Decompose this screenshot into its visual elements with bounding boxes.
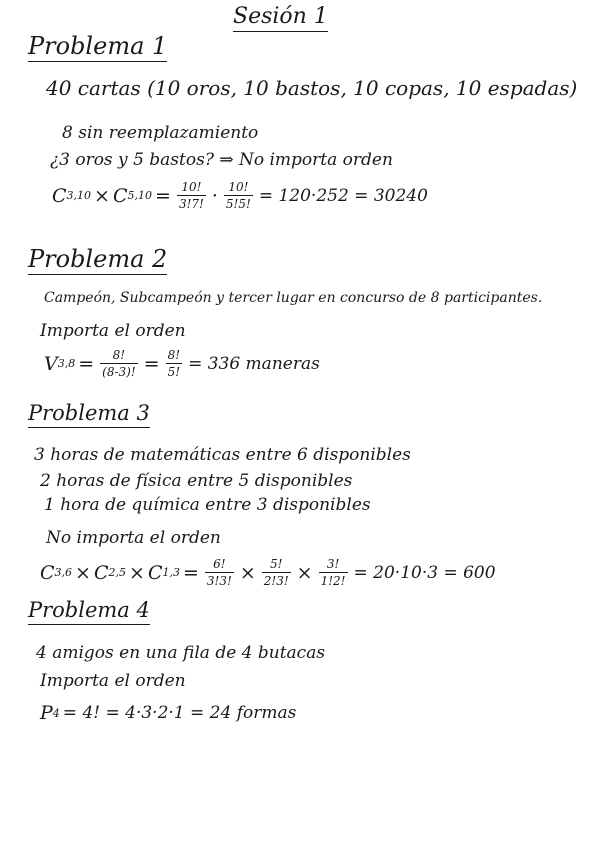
fraction: $\frac{5!}{2!3!}$ — [263, 557, 289, 588]
problem-3-title: Problema 3 — [28, 403, 150, 428]
problem-3-formula: C 3,6 × C 2,5 × C 1,3 = $\frac{6!}{3!3!}$ × $\frac{5!}{2!3!}$ × $\frac{3!}{1!2!}$ = 20·10·3 = 600 — [40, 557, 496, 588]
problem-1-line-2: 8 sin reemplazamiento — [62, 123, 259, 143]
problem-1-line-1: 40 cartas (10 oros, 10 bastos, 10 copas, 10 espadas) — [46, 76, 578, 100]
fraction: $\frac{10!}{3!7!}$ — [178, 180, 204, 211]
problem-1-line-3: ¿3 oros y 5 bastos? ⇒ No importa orden — [50, 150, 393, 170]
fraction: $\frac{10!}{5!5!}$ — [225, 180, 251, 211]
session-title: Sesión 1 — [233, 6, 328, 32]
problem-4-formula: P 4 = 4! = 4·3·2·1 = 24 formas — [40, 702, 297, 724]
problem-2-title: Problema 2 — [28, 245, 168, 273]
problem-2-line-1: Campeón, Subcampeón y tercer lugar en concurso de 8 participantes. — [44, 290, 543, 306]
problem-2-formula: V 3,8 = $\frac{8!}{(8-3)!}$ = $\frac{8!}{5!}$ = 336 maneras — [44, 348, 320, 379]
fraction: $\frac{8!}{(8-3)!}$ — [102, 348, 136, 379]
problem-2-line-2: Importa el orden — [40, 321, 186, 341]
problem-3-line-2: 2 horas de física entre 5 disponibles — [40, 471, 353, 491]
problem-1-formula: C 3,10 × C 5,10 = $\frac{10!}{3!7!}$ · $\frac{10!}{5!5!}$ = 120·252 = 30240 — [52, 180, 428, 211]
fraction: $\frac{8!}{5!}$ — [167, 348, 181, 379]
problem-3-line-3: 1 hora de química entre 3 disponibles — [44, 495, 371, 515]
problem-4-title: Problema 4 — [28, 600, 150, 625]
problem-4-line-2: Importa el orden — [40, 671, 186, 691]
fraction: $\frac{3!}{1!2!}$ — [320, 557, 346, 588]
fraction: $\frac{6!}{3!3!}$ — [206, 557, 232, 588]
problem-3-line-4: No importa el orden — [46, 528, 221, 548]
problem-1-title: Problema 1 — [28, 32, 168, 60]
problem-4-line-1: 4 amigos en una fila de 4 butacas — [36, 643, 326, 663]
problem-3-line-1: 3 horas de matemáticas entre 6 disponibles — [34, 445, 411, 465]
